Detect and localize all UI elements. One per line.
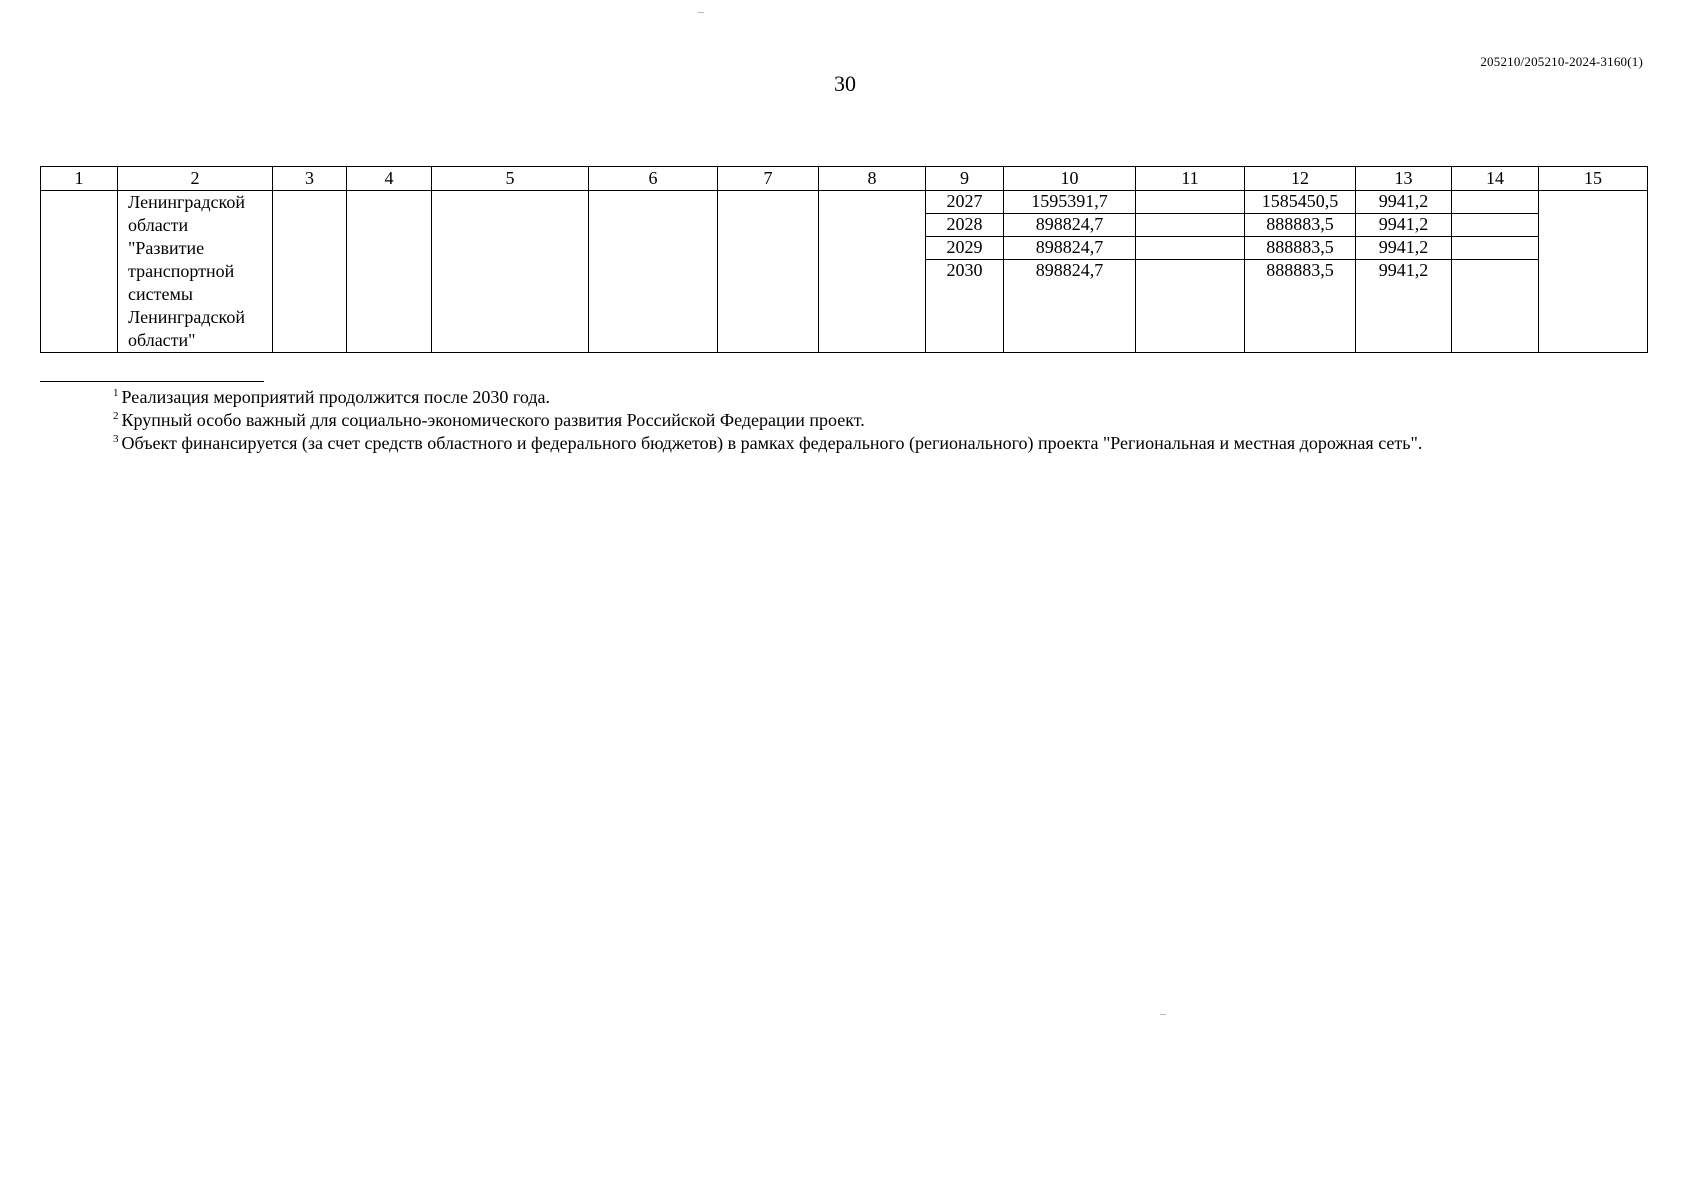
total-cell: 1595391,7 <box>1004 191 1136 214</box>
col-number-10: 10 <box>1004 167 1136 191</box>
column-number-row <box>41 167 1648 191</box>
program-name-line: транспортной <box>128 261 235 281</box>
col-number-13: 13 <box>1356 167 1452 191</box>
program-name-line: системы <box>128 284 193 304</box>
scan-speck <box>1160 1014 1166 1015</box>
cell-col-6 <box>589 191 718 353</box>
footnotes <box>40 381 1647 455</box>
cell-col-5 <box>432 191 589 353</box>
col-number-7: 7 <box>718 167 819 191</box>
table-row <box>41 191 1648 214</box>
col-12-cell: 888883,5 <box>1245 213 1356 236</box>
col-12-cell: 1585450,5 <box>1245 191 1356 214</box>
year-cell: 2029 <box>926 236 1004 259</box>
total-cell: 898824,7 <box>1004 213 1136 236</box>
footnote-mark: 3 <box>113 433 119 445</box>
col-11-cell <box>1136 213 1245 236</box>
program-name-cell <box>118 191 273 353</box>
total-cell: 898824,7 <box>1004 236 1136 259</box>
col-13-cell: 9941,2 <box>1356 191 1452 214</box>
cell-col-3 <box>273 191 347 353</box>
footnote-1 <box>40 386 1647 409</box>
col-number-5: 5 <box>432 167 589 191</box>
col-number-11: 11 <box>1136 167 1245 191</box>
col-number-15: 15 <box>1539 167 1648 191</box>
col-11-cell <box>1136 259 1245 352</box>
financing-table <box>40 166 1648 353</box>
program-name-line: Ленинградской <box>128 192 245 212</box>
col-number-2: 2 <box>118 167 273 191</box>
year-cell: 2027 <box>926 191 1004 214</box>
cell-col-7 <box>718 191 819 353</box>
footnote-2 <box>40 409 1647 432</box>
col-number-8: 8 <box>819 167 926 191</box>
cell-col-1 <box>41 191 118 353</box>
financing-table-container <box>40 166 1647 353</box>
document-code: 205210/205210-2024-3160(1) <box>1480 54 1643 69</box>
footnote-mark: 1 <box>113 387 119 399</box>
program-name-line: "Развитие <box>128 238 205 258</box>
col-number-1: 1 <box>41 167 118 191</box>
footnote-text: Объект финансируется (за счет средств областного и федерального бюджетов) в рамках федерального (регионального) проекта "Региональная и местная дорожная сеть". <box>121 433 1423 453</box>
program-name-line: области" <box>128 330 196 350</box>
footnote-text: Реализация мероприятий продолжится после 2030 года. <box>121 387 550 407</box>
col-11-cell <box>1136 236 1245 259</box>
footnote-mark: 2 <box>113 410 119 422</box>
col-number-9: 9 <box>926 167 1004 191</box>
cell-col-8 <box>819 191 926 353</box>
col-13-cell: 9941,2 <box>1356 213 1452 236</box>
col-number-4: 4 <box>347 167 432 191</box>
footnote-separator <box>40 381 264 382</box>
col-14-cell <box>1452 259 1539 352</box>
year-cell: 2030 <box>926 259 1004 352</box>
col-number-14: 14 <box>1452 167 1539 191</box>
col-13-cell: 9941,2 <box>1356 259 1452 352</box>
year-cell: 2028 <box>926 213 1004 236</box>
scan-speck <box>698 12 704 13</box>
col-11-cell <box>1136 191 1245 214</box>
col-12-cell: 888883,5 <box>1245 236 1356 259</box>
col-number-12: 12 <box>1245 167 1356 191</box>
col-number-3: 3 <box>273 167 347 191</box>
col-13-cell: 9941,2 <box>1356 236 1452 259</box>
cell-col-15 <box>1539 191 1648 353</box>
footnote-3 <box>40 432 1647 455</box>
col-14-cell <box>1452 236 1539 259</box>
col-14-cell <box>1452 191 1539 214</box>
footnote-text: Крупный особо важный для социально-экономического развития Российской Федерации проект. <box>121 410 865 430</box>
program-name-line: области <box>128 215 189 235</box>
col-14-cell <box>1452 213 1539 236</box>
col-number-6: 6 <box>589 167 718 191</box>
cell-col-4 <box>347 191 432 353</box>
page-number: 30 <box>834 71 856 96</box>
program-name-line: Ленинградской <box>128 307 245 327</box>
total-cell: 898824,7 <box>1004 259 1136 352</box>
col-12-cell: 888883,5 <box>1245 259 1356 352</box>
